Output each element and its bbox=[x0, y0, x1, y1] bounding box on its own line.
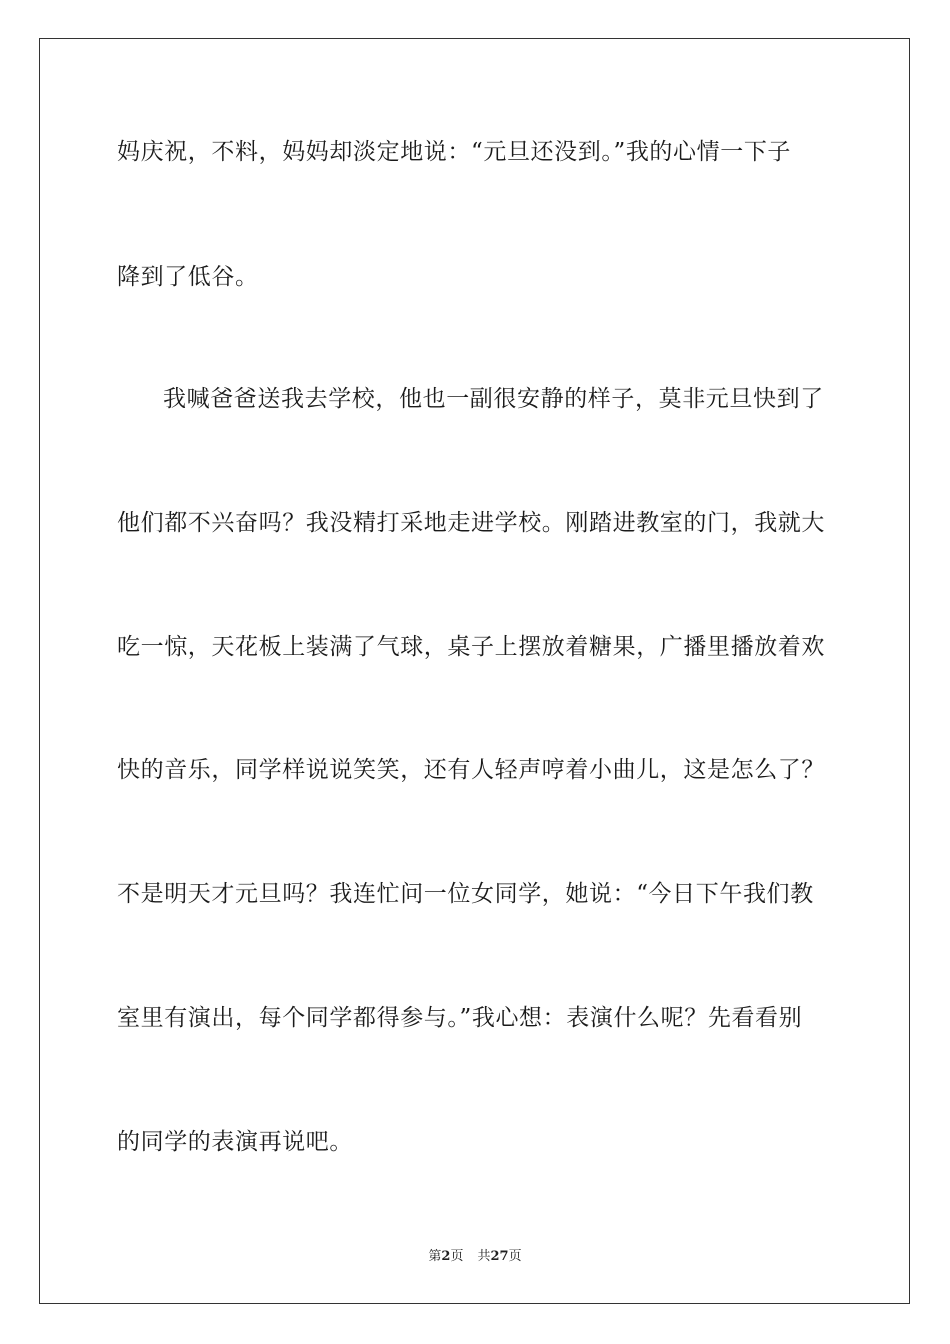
page-prefix: 第 bbox=[428, 1249, 442, 1264]
page-suffix: 页 bbox=[450, 1249, 464, 1264]
body-line: 妈庆祝，不料，妈妈却淡定地说：“元旦还没到。”我的心情一下子 bbox=[117, 139, 792, 165]
total-prefix: 共 bbox=[477, 1249, 491, 1264]
body-line: 我喊爸爸送我去学校，他也一副很安静的样子，莫非元旦快到了 bbox=[163, 386, 824, 412]
page-total: 27 bbox=[490, 1249, 509, 1264]
page-footer bbox=[0, 1248, 950, 1266]
page-frame bbox=[39, 38, 910, 1304]
body-line: 不是明天才元旦吗？我连忙问一位女同学，她说：“今日下午我们教 bbox=[117, 881, 814, 907]
body-line: 室里有演出，每个同学都得参与。”我心想：表演什么呢？先看看别 bbox=[117, 1005, 803, 1031]
body-line: 吃一惊，天花板上装满了气球，桌子上摆放着糖果，广播里播放着欢 bbox=[117, 634, 825, 660]
page-current: 2 bbox=[441, 1249, 451, 1264]
body-line: 快的音乐，同学样说说笑笑，还有人轻声哼着小曲儿，这是怎么了？ bbox=[117, 757, 825, 783]
total-suffix: 页 bbox=[508, 1249, 522, 1264]
body-line: 他们都不兴奋吗？我没精打采地走进学校。刚踏进教室的门，我就大 bbox=[117, 510, 825, 536]
body-line: 降到了低谷。 bbox=[117, 264, 259, 290]
body-line: 的同学的表演再说吧。 bbox=[117, 1129, 353, 1155]
